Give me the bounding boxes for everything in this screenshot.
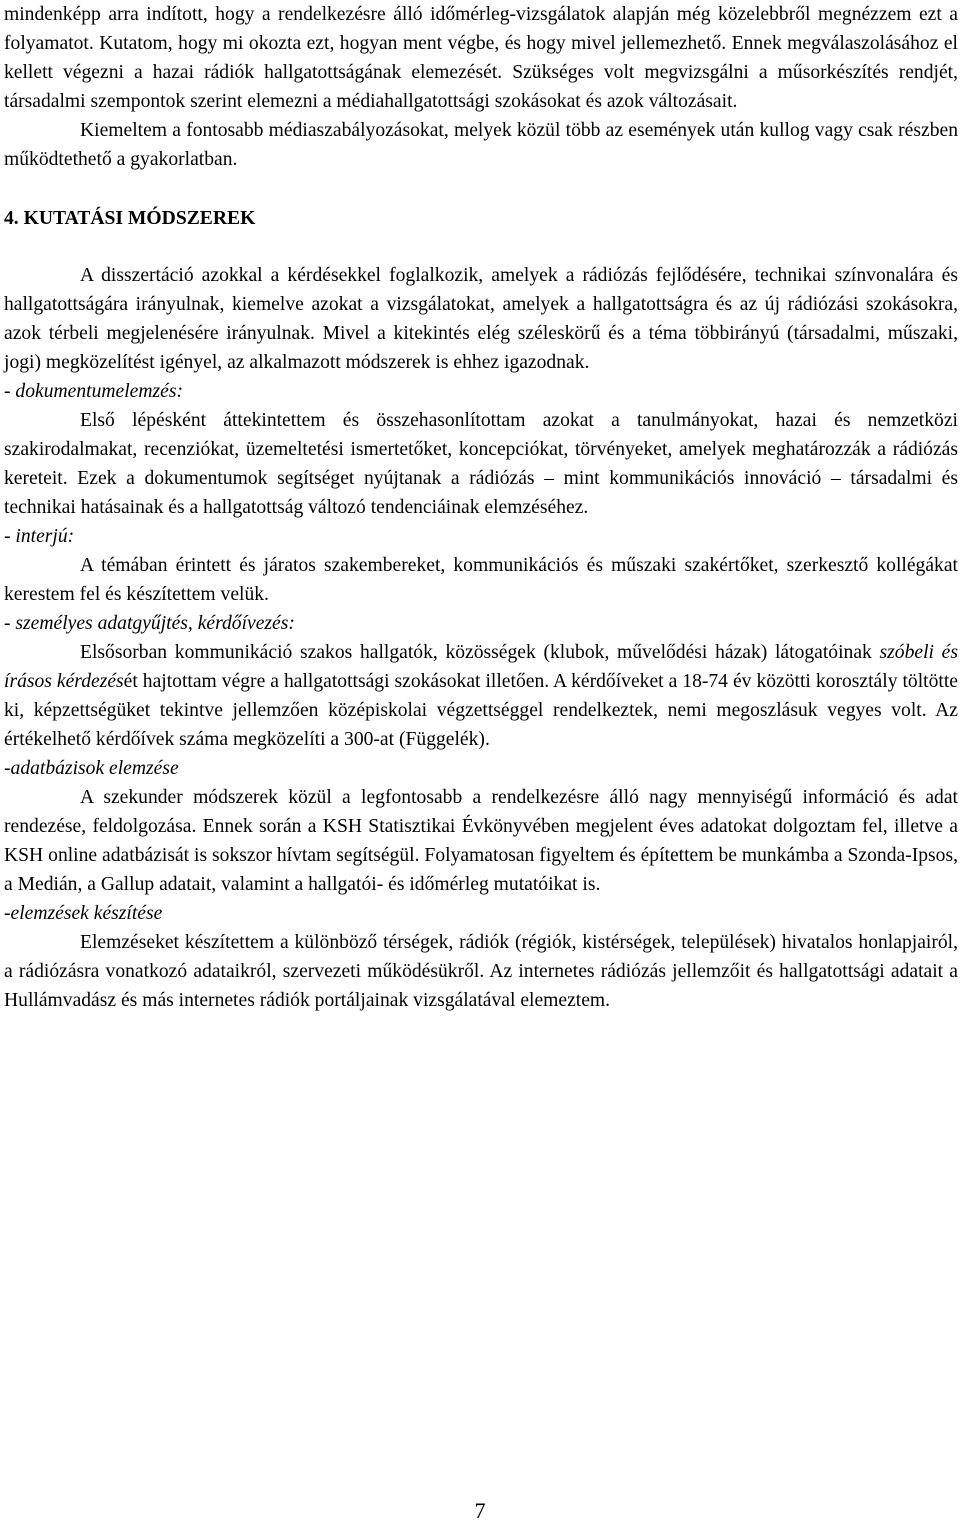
intro-paragraph: mindenképp arra indított, hogy a rendelkezésre álló időmérleg-vizsgálatok alapján még közelebbről megnézzem ezt a folyamatot. Kutatom, hogy mi okozta ezt, hogyan ment végbe, és hogy mivel jellemezhető. Ennek megválaszolásához el kellett végezni a hazai rádiók hallgatottságának elemezését. Szükséges volt megvizsgálni a műsorkészítés rendjét, társadalmi szempontok szerint elemezni a médiahallgatottsági szokásokat és azok változásait. [4, 4, 958, 112]
method-label-document-analysis: - dokumentumelemzés: [4, 381, 184, 402]
method-text-survey [4, 638, 958, 754]
method-text-document-analysis: Első lépésként áttekintettem és összehasonlítottam azokat a tanulmányokat, hazai és nemzetközi szakirodalmakat, recenziókat, üzemeltetési ismertetőket, koncepciókat, törvényeket, amelyek meghatározzák a rádiózás kereteit. Ezek a dokumentumok segítséget nyújtanak a rádiózás – mint kommunikációs innováció – társadalmi és technikai hatásainak és a hallgatottság változó tendenciáinak elemzéséhez. [4, 410, 958, 518]
section-heading: 4. KUTATÁSI MÓDSZEREK [4, 208, 256, 229]
method-text-survey-part-b: ét hajtottam végre a hallgatottsági szokásokat illetően. A kérdőíveket a 18-74 év közötti korosztály töltötte ki, képzettségüket tekintve jellemzően középiskolai végzettséggel rendelkeztek, nemi megoszlásuk vegyes volt. Az értékelhető kérdőívek száma megközelíti a 300-at (Függelék). [4, 671, 958, 750]
method-text-database-analysis: A szekunder módszerek közül a legfontosabb a rendelkezésre álló nagy mennyiségű információ és adat rendezése, feldolgozása. Ennek során a KSH Statisztikai Évkönyvében megjelent éves adatokat dolgoztam fel, illetve a KSH online adatbázisát is sokszor hívtam segítségül. Folyamatosan figyeltem és építettem be munkámba a Szonda-Ipsos, a Medián, a Gallup adatait, valamint a hallgatói- és időmérleg mutatóikat is. [4, 787, 958, 895]
intro-paragraph-2: Kiemeltem a fontosabb médiaszabályozásokat, melyek közül több az események után kullog vagy csak részben működtethető a gyakorlatban. [4, 120, 958, 170]
method-label-interview: - interjú: [4, 526, 75, 547]
method-label-analyses: -elemzések készítése [4, 903, 163, 924]
method-label-database-analysis: -adatbázisok elemzése [4, 758, 179, 779]
document-page [4, 0, 958, 1015]
method-text-analyses: Elemzéseket készítettem a különböző térségek, rádiók (régiók, kistérségek, települések) hivatalos honlapjairól, a rádiózásra vonatkozó adataikról, szervezeti működésükről. Az internetes rádiózás jellemzőit és hallgatottsági adatait a Hullámvadász és más internetes rádiók portáljainak vizsgálatával elemeztem. [4, 932, 958, 1011]
page-number: 7 [474, 1498, 486, 1523]
method-text-survey-part-a: Elsősorban kommunikáció szakos hallgatók, közösségek (klubok, művelődési házak) látogatóinak [80, 642, 880, 663]
method-text-interview: A témában érintett és járatos szakembereket, kommunikációs és műszaki szakértőket, szerkesztő kollégákat kerestem fel és készítettem velük. [4, 555, 958, 605]
method-text-survey-emphasis: szóbeli és írásos kérdezés [4, 642, 958, 692]
method-label-survey: - személyes adatgyűjtés, kérdőívezés: [4, 613, 295, 634]
section-intro-paragraph: A disszertáció azokkal a kérdésekkel foglalkozik, amelyek a rádiózás fejlődésére, technikai színvonalára és hallgatottságára irányulnak, kiemelve azokat a vizsgálatokat, amelyek a hallgatottságra és az új rádiózási szokásokra, azok térbeli megjelenésére irányulnak. Mivel a kitekintés elég széleskörű és a téma többirányú (társadalmi, műszaki, jogi) megközelítést igényel, az alkalmazott módszerek is ehhez igazodnak. [4, 265, 958, 373]
